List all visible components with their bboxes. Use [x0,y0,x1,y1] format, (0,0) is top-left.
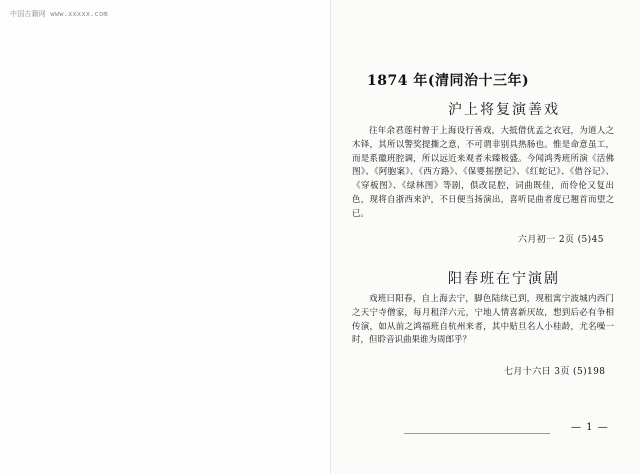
article1-source: 六月初一 2页 (5)45 [518,235,604,245]
watermark: 中国古籍网 www.xxxxx.com [10,10,108,18]
article2-source: 七月十六日 3页 (5)198 [504,367,606,377]
article2-title: 阳春班在宁演剧 [448,271,560,287]
page-number: — 1 — [571,422,609,433]
footer-rule [404,433,550,434]
article1-body: 往年余君莲村曾于上海设行善戏，大抵借优孟之衣冠，为道人之木铎，其所以警奖提撕之意，不可谓非别具热肠也。惟是命意虽工，而是系徽班腔调，所以远近来观者未臻极盛。今闻鸿秀班所演《活佛图》、《阿胞案》、《西方路》、《保婴摇摆记》、《红蛇记》、《借谷记》、《穿板图》、《绿林图》等剧，俱改昆腔，词曲既佳，而伶伦又复出色，现将自浙西来沪，不日便当扬演出，喜听昆曲者度已翘首而望之已。 [352,126,614,219]
article2-body: 戏班曰阳春，自上海去宁，脚色陆续已到，现租寓宁波城内西门之天宁寺僧家，每月租洋六元，宁地人情喜新厌故，想到后必有争相传演，如从前之鸿福班自杭州来者，其中贴旦名人小桂龄，尤名噪一时，但聆音识曲果谁为周郎乎？ [352,294,614,346]
year-heading: 1874 年(清同治十三年) [367,73,530,89]
article1-title: 沪上将复演善戏 [448,102,560,118]
